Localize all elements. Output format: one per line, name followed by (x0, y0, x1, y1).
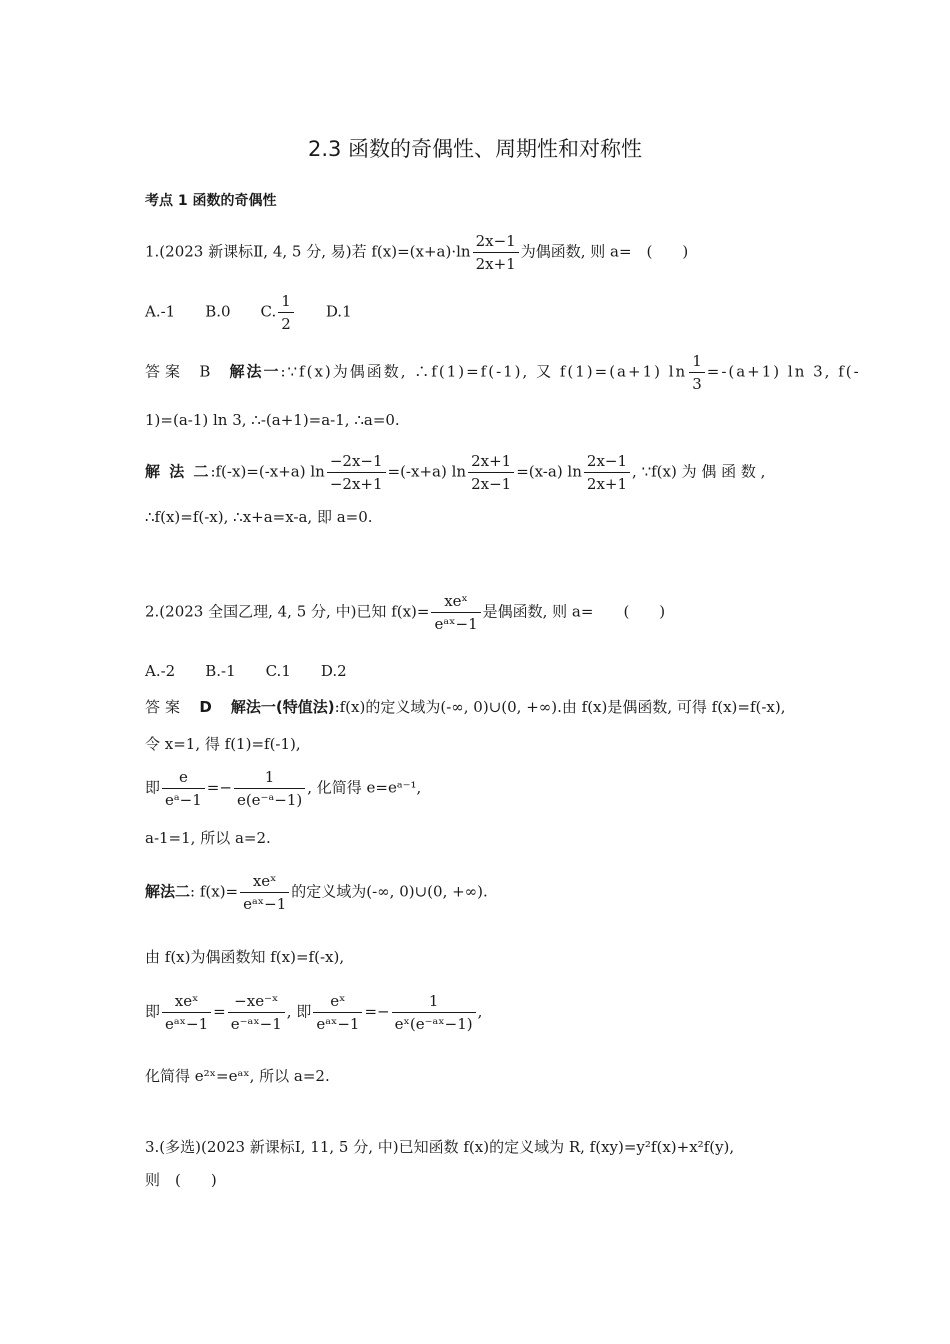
fraction: $\frac{1}{\text{eˣ(e⁻ᵃˣ−1)}}$ (392, 990, 476, 1035)
q1-method1-line2: 1)=(a-1) ln 3, ∴-(a+1)=a-1, ∴a=0. (145, 411, 400, 429)
fraction: $\frac{2x+1}{2x-1}$ (468, 450, 514, 495)
fraction: $\frac{\text{eˣ}}{\text{eᵃˣ−1}}$ (313, 990, 362, 1035)
fraction: $\frac{2x-1}{2x+1}$ (584, 450, 630, 495)
q1-answer-line: 答案 B 解法一:∵f(x)为偶函数, ∴f(1)=f(-1), 又 f(1)=(a+1) ln $\frac{1}{3}$ =-(a+1) ln 3, f(- (145, 352, 861, 393)
q1-stem-a: 1.(2023 新课标Ⅱ, 4, 5 分, 易)若 f(x)=(x+a)·ln (145, 242, 471, 261)
fraction: $\frac{\text{xeˣ}}{\text{eᵃˣ−1}}$ (240, 870, 289, 915)
section-heading: 考点 1 函数的奇偶性 (145, 193, 277, 209)
q2-answer-line: 答案 D 解法一(特值法):f(x)的定义域为(-∞, 0)∪(0, +∞).由 f(x)是偶函数, 可得 f(x)=f(-x), (145, 698, 786, 716)
q2-method2-line2: 由 f(x)为偶函数知 f(x)=f(-x), (145, 948, 345, 966)
answer-letter: B (199, 362, 211, 381)
q2-fraction: $\frac{\text{xeˣ}}{\text{eᵃˣ−1}}$ (431, 590, 480, 635)
q2-method1-line2: 令 x=1, 得 f(1)=f(-1), (145, 735, 301, 753)
q3-stem: 3.(多选)(2023 新课标Ⅰ, 11, 5 分, 中)已知函数 f(x)的定义域为 R, f(xy)=y²f(x)+x²f(y), (145, 1138, 735, 1156)
q3-stem-line2: 则 ( ) (145, 1171, 217, 1189)
q2-stem: 2.(2023 全国乙理, 4, 5 分, 中)已知 f(x)= $\frac{\text{xeˣ}}{\text{eᵃˣ−1}}$ 是偶函数, 则 a= ( ) (145, 592, 666, 633)
fraction: $\frac{-2x-1}{-2x+1}$ (327, 450, 386, 495)
fraction: $\frac{1}{3}$ (689, 350, 705, 395)
q2-options: A.-2 B.-1 C.1 D.2 (145, 662, 347, 680)
page-title: 2.3 函数的奇偶性、周期性和对称性 (307, 137, 643, 161)
method-label: 解 法 二 (145, 462, 211, 481)
method-label: 解法二 (145, 882, 191, 901)
answer-label: 答案 (145, 698, 186, 716)
q2-method2-line4: 化简得 e²ˣ=eᵃˣ, 所以 a=2. (145, 1067, 330, 1085)
q1-options: A.-1 B.0 C. $\frac{1}{2}$ D.1 (145, 292, 352, 333)
q2-method2-line3: 即 $\frac{\text{xeˣ}}{\text{eᵃˣ−1}}$ = $\frac{\text{−xe⁻ˣ}}{\text{e⁻ᵃˣ−1}}$ , 即 $\frac{\text{eˣ}}{\text{eᵃˣ−1}}$ =− $\frac{1}{\text{eˣ(e⁻ᵃˣ−1)}}$ , (145, 992, 483, 1033)
q1-stem-b: 为偶函数, 则 a= ( ) (520, 242, 689, 261)
method-label: 解法一 (229, 362, 281, 381)
method-label: 解法一(特值法) (230, 698, 335, 716)
q1-stem (145, 230, 688, 275)
q1-fraction: $\frac{2x-1}{2x+1}$ (473, 230, 519, 275)
q2-method2-line: 解法二: f(x)= $\frac{\text{xeˣ}}{\text{eᵃˣ−1}}$ 的定义域为(-∞, 0)∪(0, +∞). (145, 872, 488, 913)
fraction: $\frac{\text{−xe⁻ˣ}}{\text{e⁻ᵃˣ−1}}$ (228, 990, 285, 1035)
q1-method2-line2: ∴f(x)=f(-x), ∴x+a=x-a, 即 a=0. (145, 508, 373, 526)
fraction: $\frac{e}{\text{eᵃ−1}}$ (162, 766, 205, 811)
q1-method2-line: 解 法 二:f(-x)=(-x+a) ln $\frac{-2x-1}{-2x+1}$ =(-x+a) ln $\frac{2x+1}{2x-1}$ =(x-a) ln $\frac{2x-1}{2x+1}$ , ∵f(x) 为 偶 函 数 , (145, 452, 766, 493)
answer-label: 答案 (145, 362, 186, 381)
q2-method1-line4: a-1=1, 所以 a=2. (145, 829, 271, 847)
answer-letter: D (199, 698, 212, 716)
fraction: $\frac{1}{\text{e(e⁻ᵃ−1)}}$ (234, 766, 305, 811)
q2-method1-line3: 即 $\frac{e}{\text{eᵃ−1}}$ =− $\frac{1}{\text{e(e⁻ᵃ−1)}}$ , 化简得 e=eᵃ⁻¹, (145, 768, 422, 809)
fraction: $\frac{\text{xeˣ}}{\text{eᵃˣ−1}}$ (162, 990, 211, 1035)
q1-option-c-fraction: $\frac{1}{2}$ (278, 290, 294, 335)
